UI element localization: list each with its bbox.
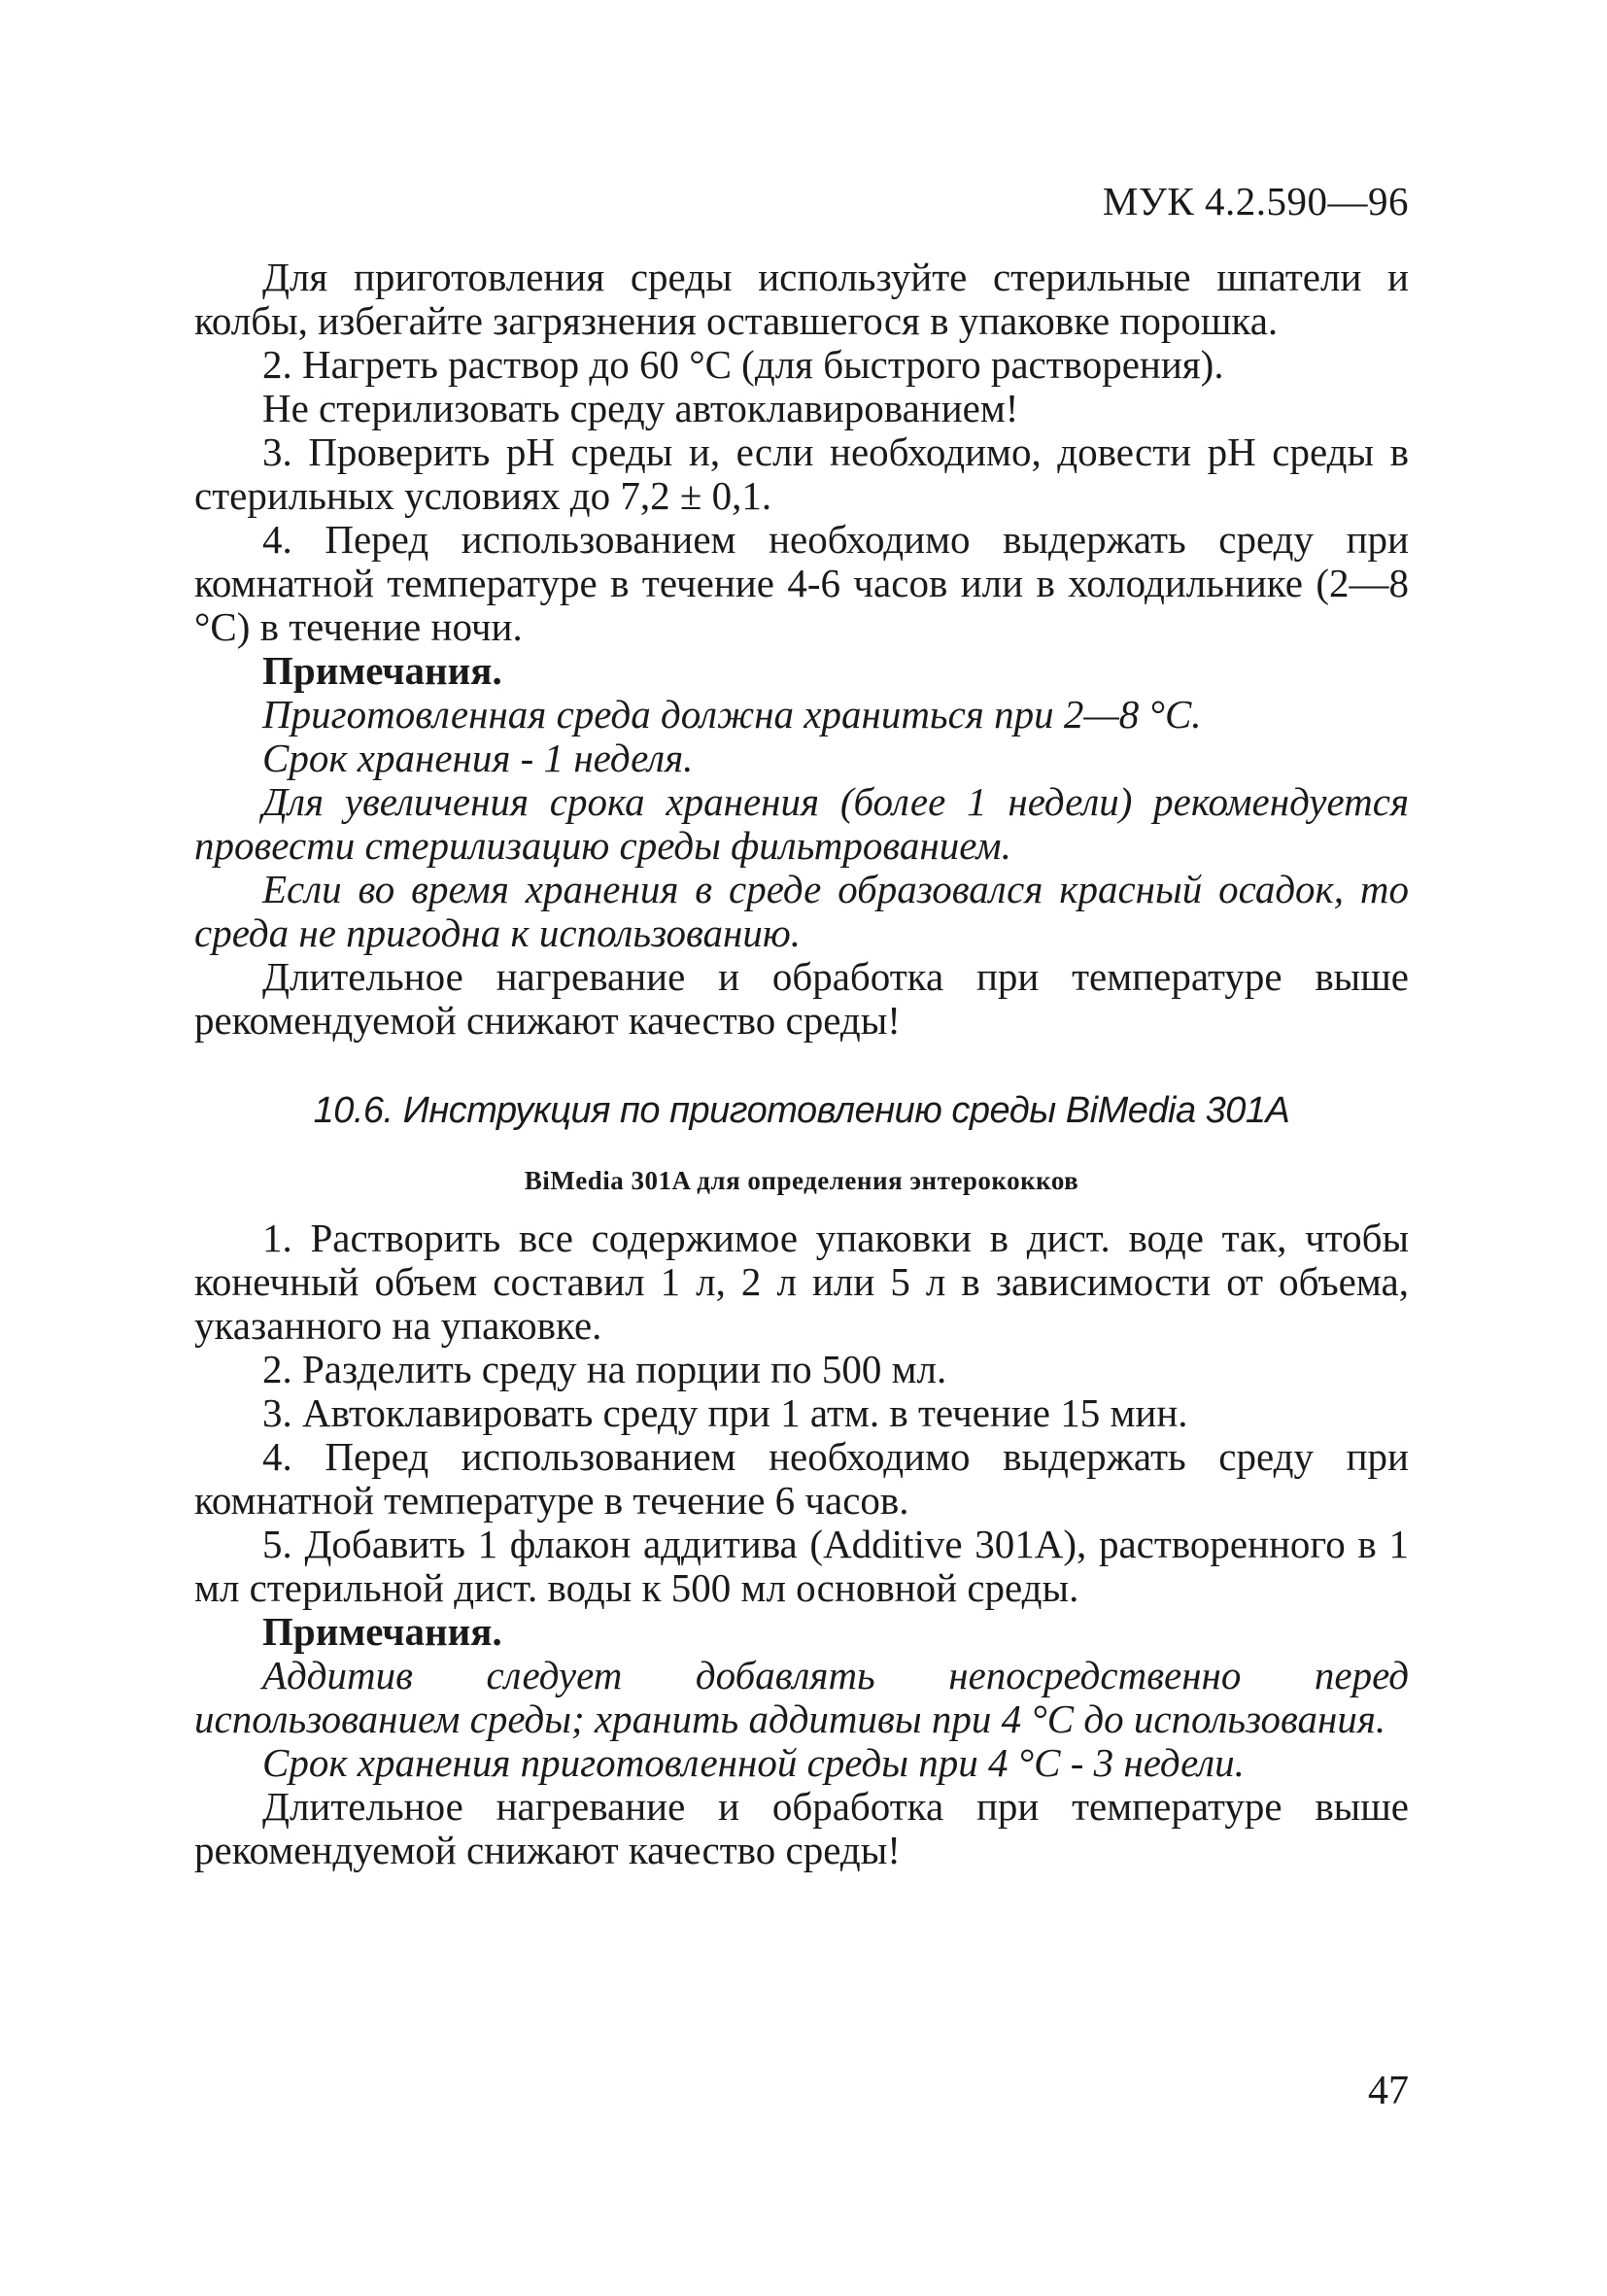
notes-label: Примечания. bbox=[262, 1609, 502, 1654]
note-4: Если во время хранения в среде образовался красный осадок, то среда не пригодна к использованию. bbox=[194, 867, 1409, 955]
step-3: 3. Автоклавировать среду при 1 атм. в течение 15 мин. bbox=[262, 1390, 1188, 1435]
step-2: 2. Разделить среду на порции по 500 мл. bbox=[262, 1347, 947, 1391]
note-1: Аддитив следует добавлять непосредственно перед использованием среды; хранить аддитивы при 4 °С до использования. bbox=[194, 1653, 1409, 1741]
notes-label: Примечания. bbox=[262, 648, 502, 693]
document-page bbox=[194, 0, 1409, 2296]
note-2: Срок хранения - 1 неделя. bbox=[262, 736, 694, 780]
note-1: Приготовленная среда должна храниться при 2—8 °С. bbox=[262, 692, 1202, 737]
preparation-section-a bbox=[194, 256, 1409, 1043]
document-code: МУК 4.2.590—96 bbox=[1102, 179, 1409, 223]
step-4: 4. Перед использованием необходимо выдержать среду при комнатной температуре в течение 4-6 часов или в холодильнике (2—8 °С) в течение ночи. bbox=[194, 517, 1409, 649]
preparation-section-b bbox=[194, 1217, 1409, 1872]
section-subheading: BiMedia 301A для определения энтерококков bbox=[524, 1166, 1079, 1195]
intro-paragraph: Для приготовления среды используйте стерильные шпатели и колбы, избегайте загрязнения оставшегося в упаковке порошка. bbox=[194, 255, 1409, 343]
section-heading: 10.6. Инструкция по приготовлению среды BiMedia 301A bbox=[313, 1090, 1290, 1131]
step-3: 3. Проверить pH среды и, если необходимо, довести pH среды в стерильных условиях до 7,2 ± 0,1. bbox=[194, 429, 1409, 518]
step-4: 4. Перед использованием необходимо выдержать среду при комнатной температуре в течение 6 часов. bbox=[194, 1434, 1409, 1523]
step-1: 1. Растворить все содержимое упаковки в дист. воде так, чтобы конечный объем составил 1 л, 2 л или 5 л в зависимости от объема, указанного на упаковке. bbox=[194, 1216, 1409, 1348]
note-3: Для увеличения срока хранения (более 1 недели) рекомендуется провести стерилизацию среды фильтрованием. bbox=[194, 779, 1409, 868]
warning-paragraph: Длительное нагревание и обработка при температуре выше рекомендуемой снижают качество среды! bbox=[194, 1784, 1409, 1872]
page-number: 47 bbox=[1368, 2069, 1409, 2113]
step-2: 2. Нагреть раствор до 60 °С (для быстрого растворения). bbox=[262, 342, 1224, 387]
step-2-note: Не стерилизовать среду автоклавированием! bbox=[262, 386, 1019, 430]
step-5: 5. Добавить 1 флакон аддитива (Additive 301A), растворенного в 1 мл стерильной дист. воды к 500 мл основной среды. bbox=[194, 1522, 1409, 1610]
warning-paragraph: Длительное нагревание и обработка при температуре выше рекомендуемой снижают качество среды! bbox=[194, 954, 1409, 1043]
note-2: Срок хранения приготовленной среды при 4 °С - 3 недели. bbox=[262, 1740, 1245, 1785]
